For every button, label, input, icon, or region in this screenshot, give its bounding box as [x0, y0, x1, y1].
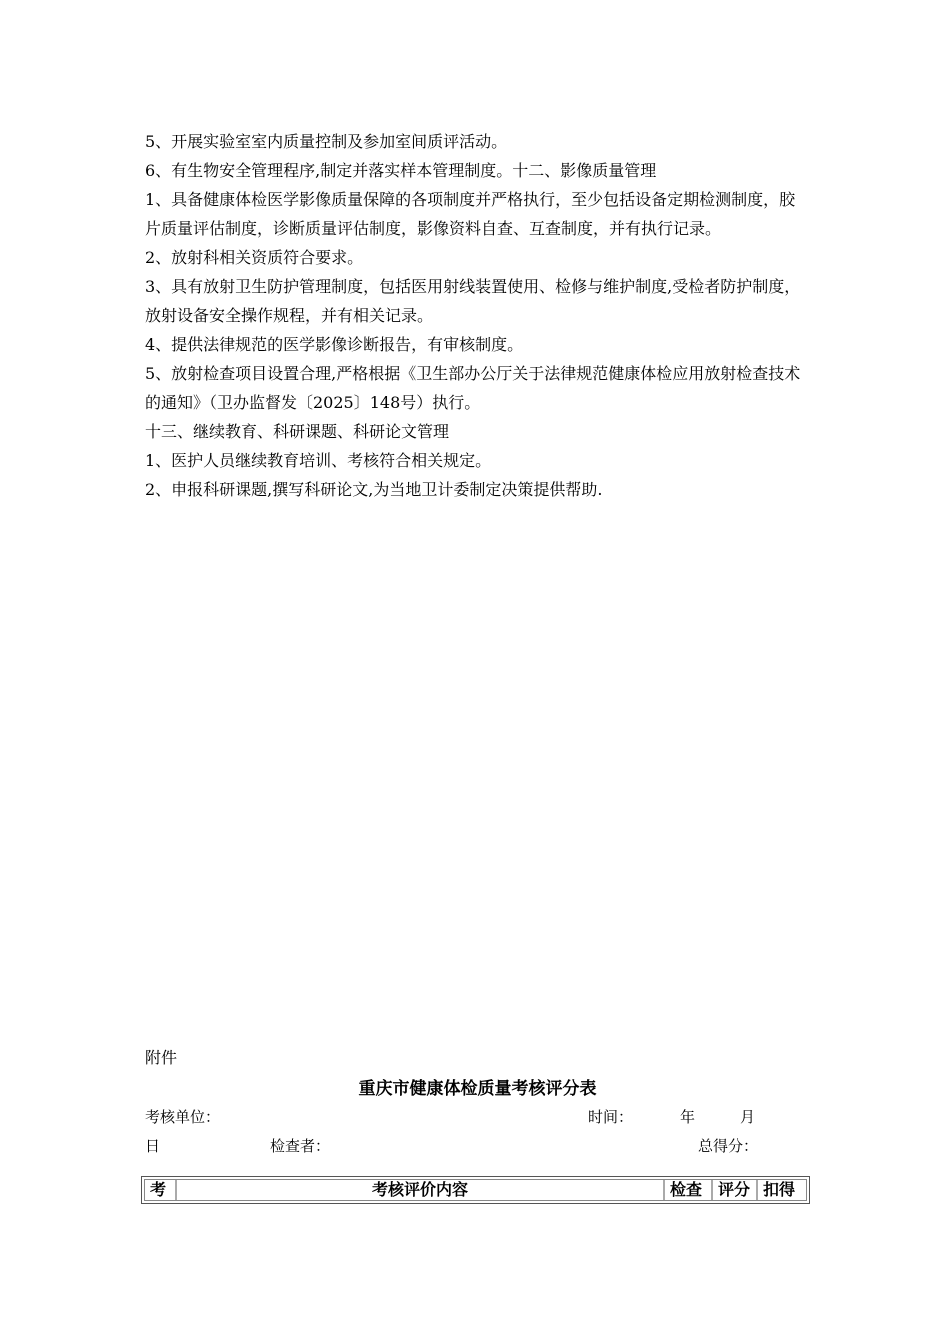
header-cell-score: 评分: [713, 1180, 758, 1200]
paragraph: 1、具备健康体检医学影像质量保障的各项制度并严格执行，至少包括设备定期检测制度，胶片质量评估制度，诊断质量评估制度，影像资料自查、互查制度，并有执行记录。: [145, 190, 796, 238]
header-cell-category: 考: [145, 1180, 177, 1200]
appendix-label: 附件: [145, 1048, 178, 1067]
section-heading: 十三、继续教育、科研课题、科研论文管理: [145, 422, 450, 441]
score-table: [141, 1176, 810, 1204]
year-label: 年: [680, 1108, 696, 1126]
paragraph: 2、放射科相关资质符合要求。: [145, 248, 364, 267]
header-cell-deduct: 扣得: [763, 1180, 796, 1199]
paragraph: 5、放射检查项目设置合理,严格根据《卫生部办公厅关于法律规范健康体检应用放射检查技术的通知》（卫办监督发〔2025〕148号）执行。: [145, 364, 801, 412]
header-cell-check: 检查: [665, 1180, 713, 1200]
paragraph: 6、有生物安全管理程序,制定并落实样本管理制度。十二、影像质量管理: [145, 161, 657, 180]
paragraph: 2、申报科研课题,撰写科研论文,为当地卫计委制定决策提供帮助.: [145, 480, 603, 499]
paragraph: 3、具有放射卫生防护管理制度，包括医用射线装置使用、检修与维护制度,受检者防护制度，放射设备安全操作规程，并有相关记录。: [145, 277, 801, 325]
inspector-label: 检查者：: [270, 1137, 331, 1155]
table-header-row: [144, 1179, 807, 1201]
paragraph: 1、医护人员继续教育培训、考核符合相关规定。: [145, 451, 492, 470]
day-label: 日: [145, 1137, 161, 1155]
header-cell-content: 考核评价内容: [177, 1180, 665, 1200]
month-label: 月: [740, 1108, 756, 1126]
paragraph: 5、开展实验室室内质量控制及参加室间质评活动。: [145, 132, 508, 151]
time-label: 时间：: [588, 1108, 634, 1126]
form-title: 重庆市健康体检质量考核评分表: [358, 1079, 597, 1099]
unit-label: 考核单位：: [145, 1108, 221, 1126]
paragraph: 4、提供法律规范的医学影像诊断报告，有审核制度。: [145, 335, 524, 354]
body-text: [145, 127, 810, 504]
total-score-label: 总得分：: [698, 1137, 759, 1155]
